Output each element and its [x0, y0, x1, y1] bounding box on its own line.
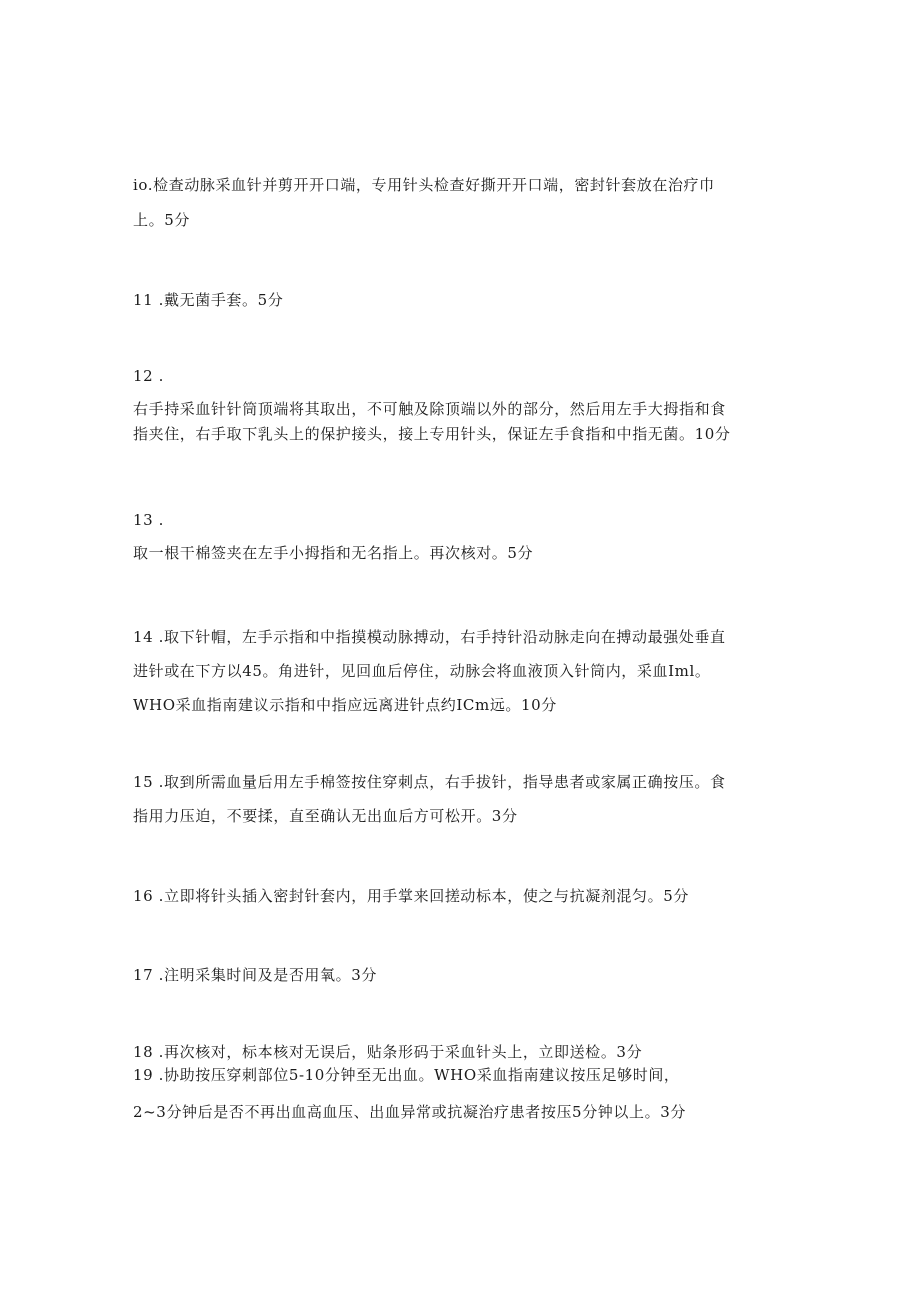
step-14-line-1: 14 .取下针帽，左手示指和中指摸模动脉搏动，右手持针沿动脉走向在搏动最强处垂直: [133, 628, 726, 646]
step-19-line-1: 19 .协助按压穿刺部位5-10分钟至无出血。WHO采血指南建议按压足够时间，: [133, 1066, 680, 1084]
step-13-line: 取一根干棉签夹在左手小拇指和无名指上。再次核对。5分: [133, 544, 534, 562]
step-10-line-2: 上。5分: [133, 211, 190, 229]
step-15-line-1: 15 .取到所需血量后用左手棉签按住穿刺点，右手拔针，指导患者或家属正确按压。食: [133, 773, 726, 791]
step-17-line: 17 .注明采集时间及是否用氧。3分: [133, 966, 377, 984]
step-15-line-2: 指用力压迫，不要揉，直至确认无出血后方可松开。3分: [133, 807, 518, 825]
step-10-line-1: io.检查动脉采血针并剪开开口端，专用针头检查好撕开开口端，密封针套放在治疗巾: [133, 176, 715, 194]
step-14-line-3: WHO采血指南建议示指和中指应远离进针点约ICm远。10分: [133, 696, 557, 714]
step-16-line: 16 .立即将针头插入密封针套内，用手掌来回搓动标本，使之与抗凝剂混匀。5分: [133, 887, 689, 905]
step-12-number: 12 .: [133, 367, 165, 385]
step-12-line-2: 指夹住，右手取下乳头上的保护接头，接上专用针头，保证左手食指和中指无菌。10分: [133, 425, 731, 443]
step-18-line: 18 .再次核对，标本核对无误后，贴条形码于采血针头上，立即送检。3分: [133, 1043, 643, 1061]
step-14-line-2: 进针或在下方以45。角进针，见回血后停住，动脉会将血液顶入针筒内，采血Iml。: [133, 662, 711, 680]
step-13-number: 13 .: [133, 511, 165, 529]
step-12-line-1: 右手持采血针针筒顶端将其取出，不可触及除顶端以外的部分，然后用左手大拇指和食: [133, 400, 726, 418]
step-11-line: 11 .戴无菌手套。5分: [133, 291, 284, 309]
step-19-line-2: 2~3分钟后是否不再出血高血压、出血异常或抗凝治疗患者按压5分钟以上。3分: [133, 1103, 686, 1121]
